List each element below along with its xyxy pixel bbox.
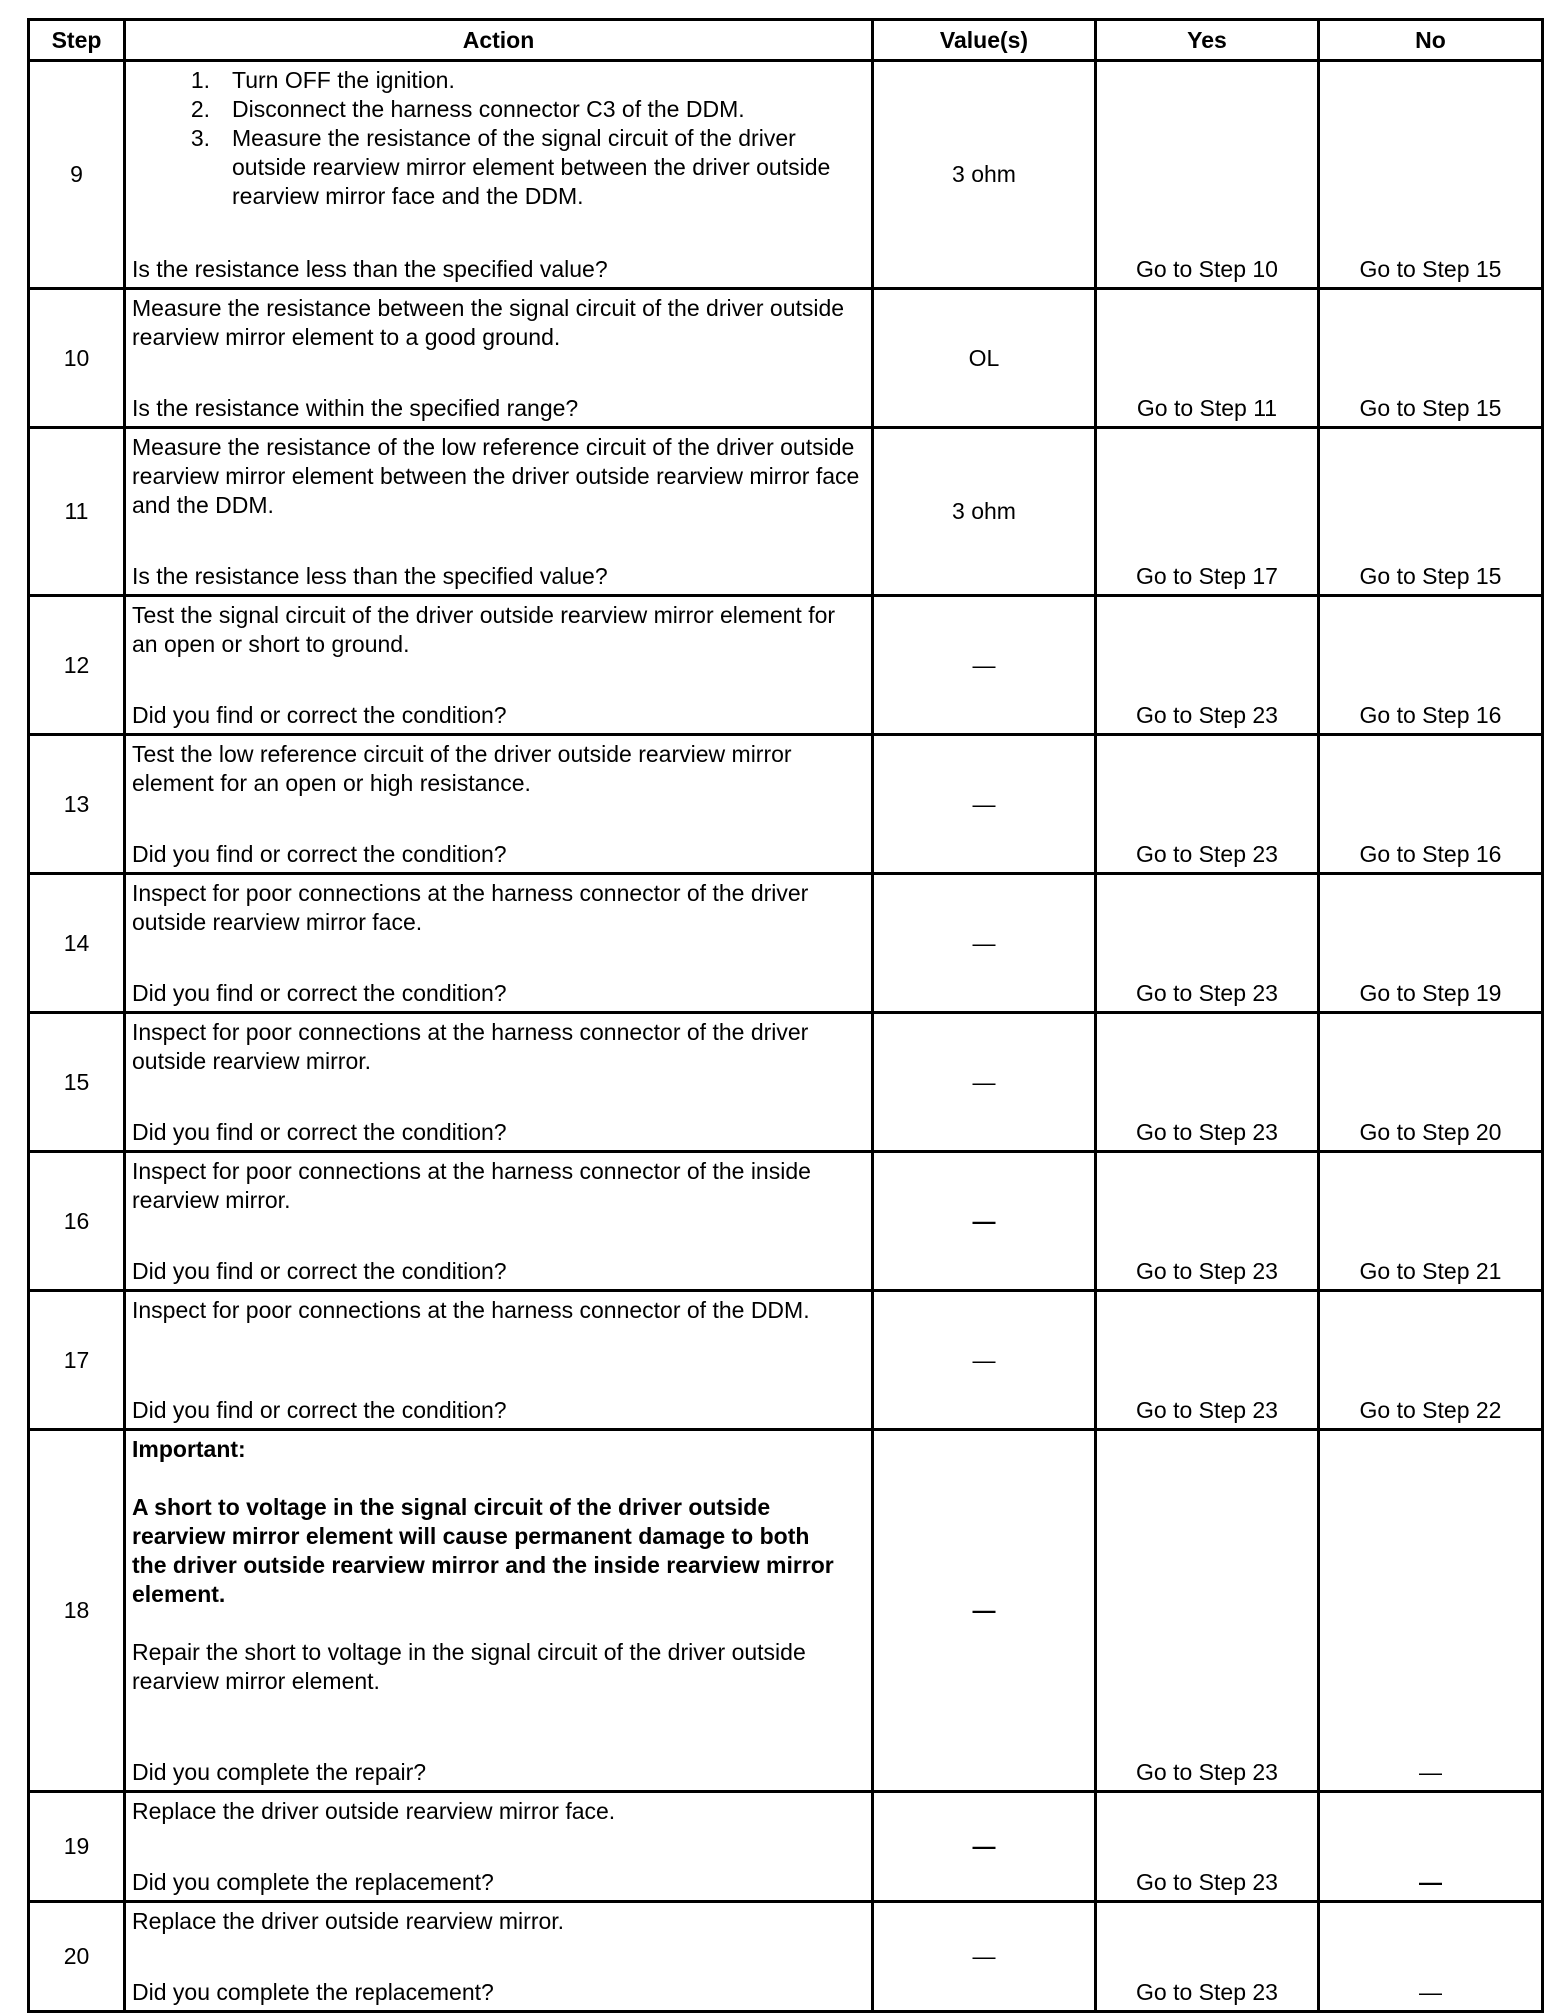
question-text: Did you find or correct the condition? (132, 840, 507, 867)
yes-result: Go to Step 23 (1136, 1868, 1278, 1895)
yes-cell (1096, 1430, 1319, 1792)
action-cell (125, 428, 873, 596)
question-text: Did you find or correct the condition? (132, 701, 507, 728)
action-cell (125, 1792, 873, 1902)
yes-result: Go to Step 23 (1136, 1118, 1278, 1145)
yes-cell (1096, 874, 1319, 1013)
action-text: Inspect for poor connections at the harness connector of the driver outside rearview mirror. (132, 1018, 809, 1074)
no-result: Go to Step 16 (1359, 701, 1502, 728)
table-row (29, 1291, 1543, 1430)
header-action: Action (125, 20, 873, 61)
action-cell (125, 735, 873, 874)
no-result: Go to Step 22 (1359, 1396, 1502, 1423)
no-cell (1319, 289, 1543, 428)
action-text: Measure the resistance of the low reference circuit of the driver outside rearview mirror element between the driver outside rearview mirror face and the DDM. (132, 433, 860, 518)
header-no: No (1319, 20, 1543, 61)
question-text: Did you find or correct the condition? (132, 1257, 507, 1284)
yes-cell (1096, 735, 1319, 874)
important-label: Important: (132, 1435, 246, 1462)
value-cell: — (873, 1152, 1096, 1291)
no-result: — (1419, 1868, 1442, 1895)
yes-cell (1096, 1792, 1319, 1902)
no-cell (1319, 428, 1543, 596)
important-text: A short to voltage in the signal circuit of the driver outside rearview mirror element will cause permanent damage to both the driver outside rearview mirror and the inside rearview mirror element. (132, 1493, 834, 1607)
list-item: 1. Turn OFF the ignition. (190, 66, 455, 93)
question-text: Did you complete the replacement? (132, 1978, 494, 2005)
yes-cell (1096, 428, 1319, 596)
value-cell: — (873, 735, 1096, 874)
header-values: Value(s) (873, 20, 1096, 61)
value-cell: — (873, 1792, 1096, 1902)
step-number: 13 (29, 735, 125, 874)
yes-result: Go to Step 17 (1136, 562, 1278, 589)
instruction-list (132, 66, 865, 211)
step-number: 15 (29, 1013, 125, 1152)
value-cell: — (873, 1013, 1096, 1152)
no-cell (1319, 1902, 1543, 2012)
no-result: Go to Step 15 (1359, 562, 1502, 589)
question-text: Did you find or correct the condition? (132, 1118, 507, 1145)
value-cell: OL (873, 289, 1096, 428)
no-result: Go to Step 19 (1359, 979, 1502, 1006)
action-cell (125, 1152, 873, 1291)
step-number: 16 (29, 1152, 125, 1291)
no-cell (1319, 596, 1543, 735)
question-text: Did you find or correct the condition? (132, 979, 507, 1006)
value-cell: — (873, 1291, 1096, 1430)
table-row (29, 61, 1543, 289)
question-text: Is the resistance less than the specified value? (132, 562, 608, 589)
action-cell (125, 874, 873, 1013)
step-number: 14 (29, 874, 125, 1013)
action-text: Test the low reference circuit of the driver outside rearview mirror element for an open or high resistance. (132, 740, 792, 796)
action-text: Test the signal circuit of the driver outside rearview mirror element for an open or short to ground. (132, 601, 836, 657)
no-result: Go to Step 16 (1359, 840, 1502, 867)
list-item: 3. Measure the resistance of the signal circuit of the driver outside rearview mirror element between the driver outside rearview mirror face and the DDM. (190, 124, 831, 209)
action-text: Replace the driver outside rearview mirror. (132, 1907, 565, 1934)
value-cell: 3 ohm (873, 61, 1096, 289)
diagnostic-table (27, 18, 1544, 2013)
important-block (132, 1435, 865, 1696)
action-text: Measure the resistance between the signal circuit of the driver outside rearview mirror element to a good ground. (132, 294, 845, 350)
no-cell (1319, 1430, 1543, 1792)
yes-result: Go to Step 11 (1136, 394, 1278, 421)
step-number: 19 (29, 1792, 125, 1902)
action-cell (125, 1013, 873, 1152)
value-cell: — (873, 596, 1096, 735)
yes-cell (1096, 61, 1319, 289)
yes-cell (1096, 289, 1319, 428)
yes-result: Go to Step 23 (1136, 840, 1278, 867)
table-row (29, 735, 1543, 874)
step-number: 18 (29, 1430, 125, 1792)
action-cell (125, 596, 873, 735)
no-cell (1319, 735, 1543, 874)
no-cell (1319, 1291, 1543, 1430)
action-text: Repair the short to voltage in the signal circuit of the driver outside rearview mirror element. (132, 1638, 806, 1694)
table-row (29, 1902, 1543, 2012)
value-cell: 3 ohm (873, 428, 1096, 596)
no-cell (1319, 1792, 1543, 1902)
no-result: Go to Step 20 (1359, 1118, 1502, 1145)
question-text: Did you find or correct the condition? (132, 1396, 507, 1423)
table-row (29, 1792, 1543, 1902)
value-cell: — (873, 1902, 1096, 2012)
question-text: Did you complete the replacement? (132, 1868, 494, 1895)
action-cell (125, 1902, 873, 2012)
header-row (29, 20, 1543, 61)
action-cell (125, 1430, 873, 1792)
yes-cell (1096, 1902, 1319, 2012)
step-number: 11 (29, 428, 125, 596)
list-item: 2. Disconnect the harness connector C3 of the DDM. (190, 95, 745, 122)
table-row (29, 874, 1543, 1013)
yes-cell (1096, 1152, 1319, 1291)
yes-result: Go to Step 10 (1136, 255, 1278, 282)
question-text: Is the resistance within the specified range? (132, 394, 579, 421)
action-text: Inspect for poor connections at the harness connector of the driver outside rearview mirror face. (132, 879, 809, 935)
step-number: 17 (29, 1291, 125, 1430)
no-result: Go to Step 15 (1359, 255, 1502, 282)
action-text: Replace the driver outside rearview mirror face. (132, 1797, 616, 1824)
table-row (29, 428, 1543, 596)
yes-result: Go to Step 23 (1136, 1257, 1278, 1284)
yes-cell (1096, 596, 1319, 735)
question-text: Is the resistance less than the specified value? (132, 255, 608, 282)
step-number: 9 (29, 61, 125, 289)
action-text: Inspect for poor connections at the harness connector of the inside rearview mirror. (132, 1157, 811, 1213)
no-cell (1319, 1152, 1543, 1291)
action-cell (125, 289, 873, 428)
action-cell (125, 61, 873, 289)
table-row (29, 1430, 1543, 1792)
step-number: 10 (29, 289, 125, 428)
yes-result: Go to Step 23 (1136, 1758, 1278, 1785)
step-number: 12 (29, 596, 125, 735)
yes-cell (1096, 1291, 1319, 1430)
no-cell (1319, 1013, 1543, 1152)
yes-result: Go to Step 23 (1136, 1396, 1278, 1423)
step-number: 20 (29, 1902, 125, 2012)
no-result: Go to Step 21 (1359, 1257, 1502, 1284)
yes-result: Go to Step 23 (1136, 979, 1278, 1006)
header-yes: Yes (1096, 20, 1319, 61)
no-result: Go to Step 15 (1359, 394, 1502, 421)
yes-result: Go to Step 23 (1136, 1978, 1278, 2005)
question-text: Did you complete the repair? (132, 1758, 427, 1785)
no-result: — (1419, 1758, 1442, 1785)
table-row (29, 289, 1543, 428)
action-cell (125, 1291, 873, 1430)
table-row (29, 1152, 1543, 1291)
header-step: Step (29, 20, 125, 61)
table-row (29, 596, 1543, 735)
no-cell (1319, 61, 1543, 289)
table-row (29, 1013, 1543, 1152)
value-cell: — (873, 1430, 1096, 1792)
yes-result: Go to Step 23 (1136, 701, 1278, 728)
no-cell (1319, 874, 1543, 1013)
yes-cell (1096, 1013, 1319, 1152)
action-text: Inspect for poor connections at the harness connector of the DDM. (132, 1296, 810, 1323)
no-result: — (1419, 1978, 1442, 2005)
value-cell: — (873, 874, 1096, 1013)
